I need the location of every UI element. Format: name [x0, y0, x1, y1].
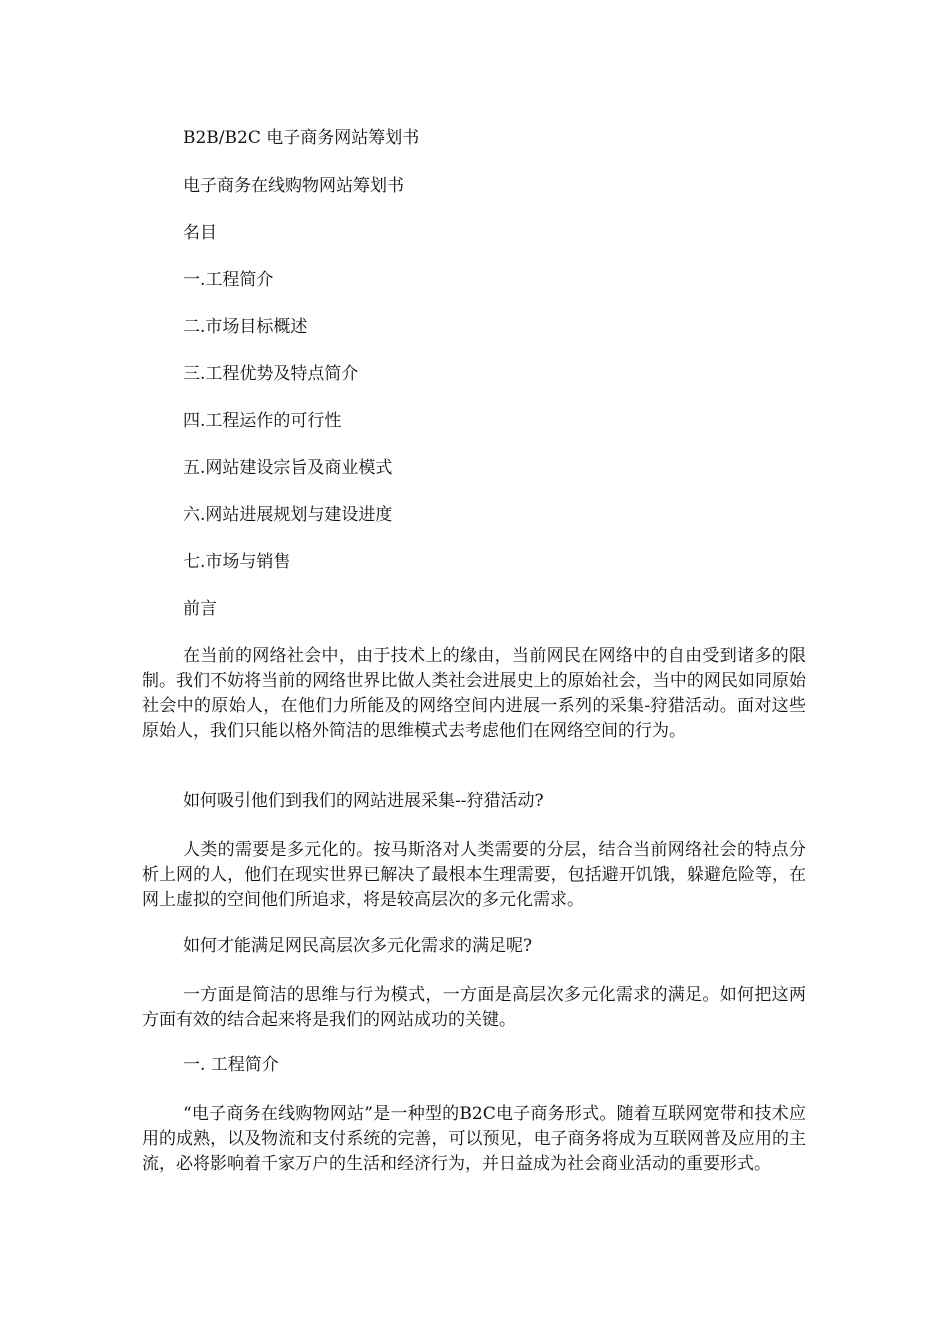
body-paragraph: 一方面是简洁的思维与行为模式，一方面是高层次多元化需求的满足。如何把这两方面有效的结合起来将是我们的网站成功的关键。 [142, 985, 806, 1030]
toc-item: 五.网站建设宗旨及商业模式 [183, 458, 393, 478]
toc-item: 七.市场与销售 [183, 552, 291, 572]
toc-item: 二.市场目标概述 [183, 317, 308, 337]
section-heading: 一. 工程简介 [183, 1055, 279, 1075]
toc-item: 三.工程优势及特点简介 [183, 364, 359, 384]
body-paragraph: 在当前的网络社会中，由于技术上的缘由，当前网民在网络中的自由受到诸多的限制。我们不妨将当前的网络世界比做人类社会进展史上的原始社会，当中的网民如同原始社会中的原始人，在他们力所能及的网络空间内进展一系列的采集-狩猎活动。面对这些原始人，我们只能以格外简洁的思维模式去考虑他们在网络空间的行为。 [142, 646, 806, 741]
body-paragraph: 如何吸引他们到我们的网站进展采集--狩猎活动? [183, 791, 544, 811]
toc-item: 一.工程简介 [183, 270, 274, 290]
toc-heading: 名目 [183, 223, 217, 243]
doc-subtitle: 电子商务在线购物网站筹划书 [183, 176, 404, 196]
body-paragraph: 如何才能满足网民高层次多元化需求的满足呢? [183, 936, 533, 956]
doc-title: B2B/B2C 电子商务网站筹划书 [183, 128, 420, 148]
toc-item: 六.网站进展规划与建设进度 [183, 505, 393, 525]
body-paragraph: “电子商务在线购物网站”是一种型的B2C电子商务形式。随着互联网宽带和技术应用的成熟，以及物流和支付系统的完善，可以预见，电子商务将成为互联网普及应用的主流，必将影响着千家万户的生活和经济行为，并日益成为社会商业活动的重要形式。 [142, 1104, 806, 1174]
toc-item: 四.工程运作的可行性 [183, 411, 342, 431]
preface-heading: 前言 [183, 599, 217, 619]
body-paragraph: 人类的需要是多元化的。按马斯洛对人类需要的分层，结合当前网络社会的特点分析上网的人，他们在现实世界已解决了最根本生理需要，包括避开饥饿，躲避危险等，在网上虚拟的空间他们所追求，将是较高层次的多元化需求。 [142, 840, 806, 910]
